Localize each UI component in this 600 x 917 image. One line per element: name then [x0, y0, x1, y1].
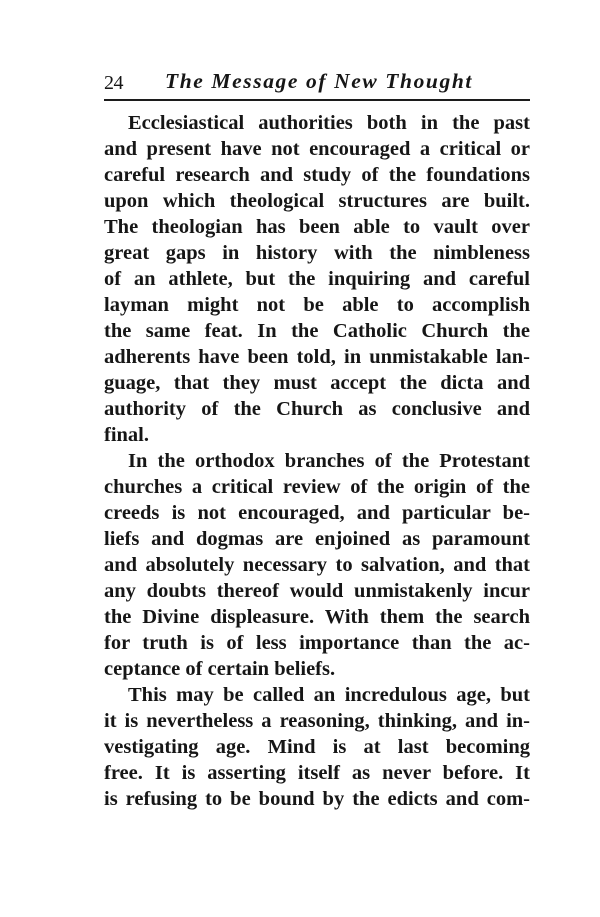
paragraph	[104, 448, 530, 682]
text-line: This may be called an incredulous age, but	[128, 684, 530, 706]
text-line: authority of the Church as conclusive and	[104, 398, 530, 420]
text-line: of an athlete, but the inquiring and careful	[104, 268, 530, 290]
text-line: great gaps in history with the nimbleness	[104, 242, 530, 264]
text-line: and present have not encouraged a critical or	[104, 138, 530, 160]
text-line: ceptance of certain beliefs.	[104, 658, 336, 680]
text-line: careful research and study of the foundations	[104, 164, 530, 186]
text-line: upon which theological structures are built.	[104, 190, 530, 212]
text-line: final.	[104, 424, 149, 446]
text-line: is refusing to be bound by the edicts and com-	[104, 788, 530, 810]
page-number: 24	[104, 72, 123, 94]
text-line: In the orthodox branches of the Protestant	[128, 450, 530, 472]
text-line: adherents have been told, in unmistakable lan-	[104, 346, 530, 368]
text-line: guage, that they must accept the dicta and	[104, 372, 530, 394]
text-line: creeds is not encouraged, and particular be-	[104, 502, 530, 524]
running-head	[104, 68, 530, 98]
paragraph	[104, 682, 530, 812]
text-line: the same feat. In the Catholic Church the	[104, 320, 530, 342]
book-page	[104, 68, 530, 810]
body-text	[104, 110, 530, 812]
text-line: layman might not be able to accomplish	[104, 294, 530, 316]
text-line: it is nevertheless a reasoning, thinking, and in-	[104, 710, 530, 732]
text-line: Ecclesiastical authorities both in the past	[128, 112, 530, 134]
text-line: liefs and dogmas are enjoined as paramount	[104, 528, 530, 550]
text-line: vestigating age. Mind is at last becoming	[104, 736, 530, 758]
header-rule	[104, 99, 530, 101]
text-line: any doubts thereof would unmistakenly incur	[104, 580, 530, 602]
text-line: for truth is of less importance than the ac-	[104, 632, 530, 654]
text-line: the Divine displeasure. With them the search	[104, 606, 530, 628]
text-line: free. It is asserting itself as never before. It	[104, 762, 530, 784]
text-line: and absolutely necessary to salvation, and that	[104, 554, 530, 576]
text-line: churches a critical review of the origin of the	[104, 476, 530, 498]
text-line: The theologian has been able to vault over	[104, 216, 530, 238]
paragraph	[104, 110, 530, 448]
running-title: The Message of New Thought	[165, 69, 473, 93]
